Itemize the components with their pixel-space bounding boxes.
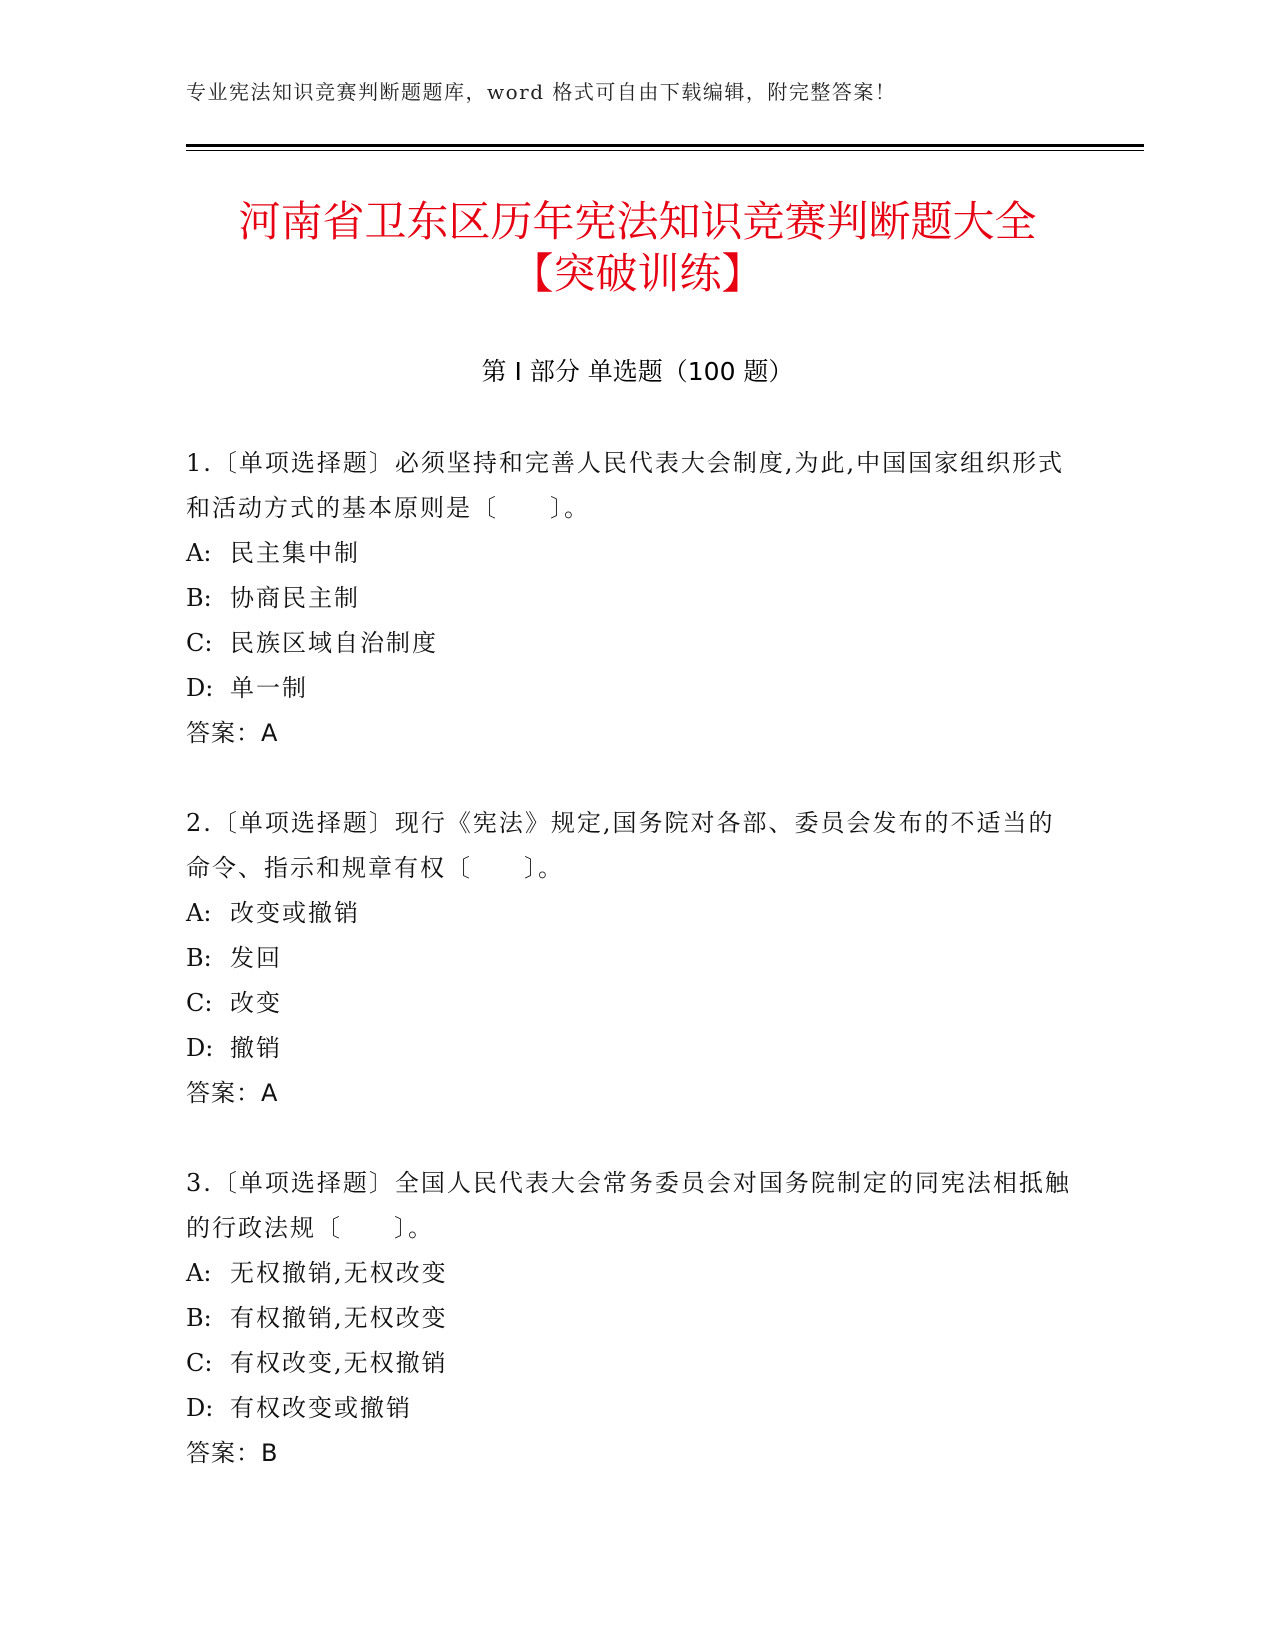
question-1: [186, 441, 1076, 756]
option-text: 协商民主制: [230, 584, 360, 612]
option-c: [186, 621, 1076, 666]
section-heading: 第 I 部分 单选题（100 题）: [481, 357, 794, 386]
question-3: [186, 1161, 1076, 1476]
option-a: [186, 1251, 1076, 1296]
option-key: D:: [186, 674, 214, 702]
header-rule-thin: [186, 150, 1144, 151]
option-c: [186, 1341, 1076, 1386]
option-text: 民主集中制: [230, 539, 360, 567]
option-key: C:: [186, 629, 213, 657]
option-key: C:: [186, 989, 213, 1017]
answer: 答案：A: [186, 1079, 279, 1107]
option-text: 民族区域自治制度: [230, 629, 438, 657]
option-c: [186, 981, 1076, 1026]
question-2: [186, 801, 1076, 1116]
option-text: 撤销: [230, 1034, 282, 1062]
answer: 答案：B: [186, 1439, 279, 1467]
option-text: 无权撤销,无权改变: [230, 1259, 448, 1287]
question-stem: 1.〔单项选择题〕必须坚持和完善人民代表大会制度,为此,中国国家组织形式和活动方式的基本原则是〔 〕。: [186, 449, 1065, 522]
option-text: 改变或撤销: [230, 899, 360, 927]
option-text: 单一制: [230, 674, 308, 702]
answer: 答案：A: [186, 719, 279, 747]
option-key: B:: [186, 584, 212, 612]
title-line-2: 【突破训练】: [511, 249, 764, 298]
option-d: [186, 1026, 1076, 1071]
question-stem: 3.〔单项选择题〕全国人民代表大会常务委员会对国务院制定的同宪法相抵触的行政法规〔 〕。: [186, 1169, 1071, 1242]
option-b: [186, 576, 1076, 621]
title-line-1: 河南省卫东区历年宪法知识竞赛判断题大全: [238, 197, 1037, 246]
option-b: [186, 1296, 1076, 1341]
option-a: [186, 891, 1076, 936]
option-text: 有权改变,无权撤销: [230, 1349, 448, 1377]
option-key: B:: [186, 1304, 212, 1332]
option-key: D:: [186, 1034, 214, 1062]
document-title: [150, 196, 1125, 300]
option-key: C:: [186, 1349, 213, 1377]
question-stem: 2.〔单项选择题〕现行《宪法》规定,国务院对各部、委员会发布的不适当的命令、指示和规章有权〔 〕。: [186, 809, 1055, 882]
option-key: B:: [186, 944, 212, 972]
option-key: A:: [186, 899, 212, 927]
option-text: 有权改变或撤销: [230, 1394, 412, 1422]
option-text: 发回: [230, 944, 282, 972]
option-b: [186, 936, 1076, 981]
header-note: 专业宪法知识竞赛判断题题库，word 格式可自由下载编辑，附完整答案！: [186, 80, 897, 104]
option-key: D:: [186, 1394, 214, 1422]
option-d: [186, 666, 1076, 711]
option-key: A:: [186, 539, 212, 567]
option-key: A:: [186, 1259, 212, 1287]
option-text: 有权撤销,无权改变: [230, 1304, 448, 1332]
option-d: [186, 1386, 1076, 1431]
option-a: [186, 531, 1076, 576]
header-rule-thick: [186, 144, 1144, 147]
option-text: 改变: [230, 989, 282, 1017]
question-list: [186, 441, 1076, 1521]
